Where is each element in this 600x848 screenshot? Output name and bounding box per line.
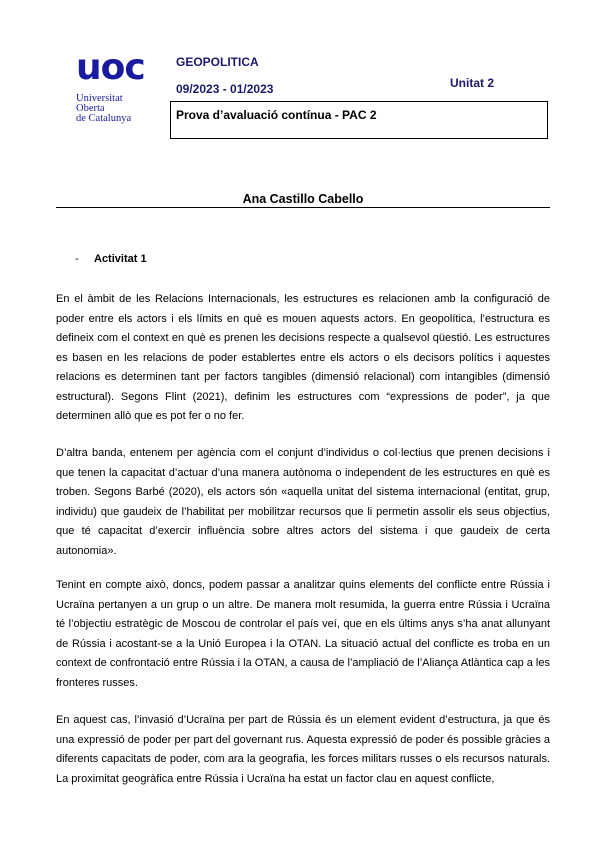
paragraph: En el àmbit de les Relacions Internacionals, les estructures es relacionen amb la configuració de poder entre els actors i els límits en què es mouen aquests actors. En geopolítica, l’estructura es defineix com el context en què es prenen les decisions respecte a qualsevol qüestió. Les estructures es basen en les relacions de poder establertes entre els actors o els decisors polítics i aquestes relacions es determinen tant per factors tangibles (dimensió relacional) com intangibles (dimensió estructural). Segons Flint (2021), definim les estructures com “expressions de poder”, ja que determinen allò que es pot fer o no fer. — [56, 293, 550, 422]
paragraph: D’altra banda, entenem per agència com el conjunt d’individus o col·lectius que prenen decisions i que tenen la capacitat d’actuar d’una manera autònoma o independent de les estructures en què es troben. Segons Barbé (2020), els actors són «aquella unitat del sistema internacional (entitat, grup, individu) que gaudeix de l’habilitat per mobilitzar recursos que li permetin assolir els seus objectius, que té capacitat d’exercir influència sobre altres actors del sistema i que gaudeix de certa autonomia». — [56, 447, 550, 557]
section-bullet: - — [75, 253, 79, 265]
section-heading: Activitat 1 — [94, 253, 147, 265]
unit-label: Unitat 2 — [450, 76, 495, 90]
uoc-logo — [76, 47, 152, 126]
author-name: Ana Castillo Cabello — [242, 192, 364, 206]
assignment-title: Prova d’avaluació contínua - PAC 2 — [176, 108, 377, 122]
course-title: GEOPOLITICA — [176, 55, 259, 69]
author-underline — [56, 207, 550, 208]
logo-line-2: Oberta — [76, 103, 105, 114]
logo-university-name — [76, 94, 131, 124]
logo-line-1: Universitat — [76, 93, 123, 104]
logo-line-3: de Catalunya — [76, 113, 132, 124]
paragraph: Tenint en compte això, doncs, podem passar a analitzar quins elements del conflicte entre Rússia i Ucraïna pertanyen a un grup o un altre. De manera molt resumida, la guerra entre Rússia i Ucraïna té l’objectiu estratègic de Moscou de controlar el país veí, que en els últims anys s’ha anat allunyant de Rússia i acostant-se a la Unió Europea i la OTAN. La situació actual del conflicte es troba en un context de confrontació entre Rússia i la OTAN, a causa de l’ampliació de l’Aliança Atlàntica cap a les fronteres russes. — [56, 579, 550, 689]
paragraph: En aquest cas, l’invasió d’Ucraïna per part de Rússia és un element evident d’estructura, ja que és una expressió de poder per part del governant rus. Aquesta expressió de poder és possible gràcies a diferents capacitats de poder, com ara la geografia, les forces militars russes o els recursos naturals. La proximitat geogràfica entre Rússia i Ucraïna ha estat un factor clau en aquest conflicte, — [56, 714, 550, 785]
course-dates: 09/2023 - 01/2023 — [176, 82, 274, 96]
logo-wordmark: uoc — [76, 47, 145, 88]
